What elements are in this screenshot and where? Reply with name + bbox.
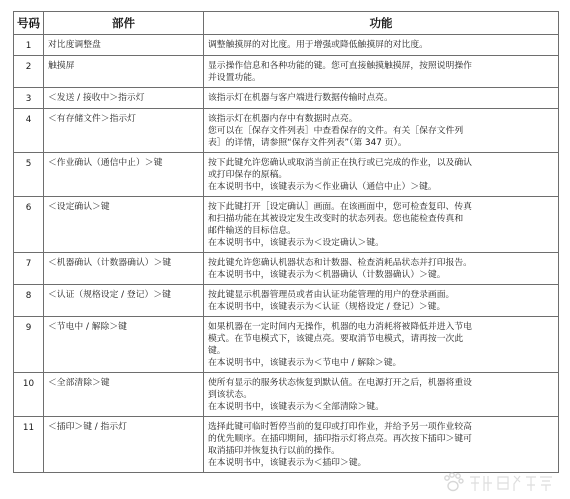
part-name: ＜发送 / 接收中＞指示灯	[44, 88, 204, 109]
part-name: 对比度调整盘	[44, 35, 204, 56]
function-line: 您可以在［保存文件列表］中查看保存的文件。有关［保存文件列	[208, 126, 464, 136]
function-line: 邮件输送的目标信息。	[208, 226, 296, 236]
part-name: ＜机器确认（计数器确认）＞键	[44, 253, 204, 285]
function-line: 显示操作信息和各种功能的键。您可直接触摸触摸屏，按照说明操作	[208, 61, 472, 71]
table-row	[14, 153, 559, 197]
table-row	[14, 35, 559, 56]
function-description	[204, 153, 559, 197]
table-row	[14, 56, 559, 88]
function-description	[204, 253, 559, 285]
function-line: 模式。在节电模式下，该键点亮。要取消节电模式，请再按一次此	[208, 334, 464, 344]
function-line: 表］的详情，请参照“保存文件列表”（第 347 页）。	[208, 138, 407, 148]
part-name: ＜插印＞键 / 指示灯	[44, 417, 204, 473]
function-line: 在本说明书中，该键表示为＜节电中 / 解除＞键。	[208, 358, 402, 368]
function-description	[204, 417, 559, 473]
part-name: ＜全部清除＞键	[44, 373, 204, 417]
part-name: ＜节电中 / 解除＞键	[44, 317, 204, 373]
table-row	[14, 197, 559, 253]
row-number: 1	[14, 35, 44, 56]
header-function: 功能	[204, 12, 559, 35]
row-number: 10	[14, 373, 44, 417]
row-number: 7	[14, 253, 44, 285]
header-part: 部件	[44, 12, 204, 35]
table-row	[14, 109, 559, 153]
function-line: 调整触摸屏的对比度。用于增强或降低触摸屏的对比度。	[208, 40, 428, 50]
row-number: 6	[14, 197, 44, 253]
function-line: 按此键允许您确认机器状态和计数器、检查消耗品状态并打印报告。	[208, 258, 472, 268]
function-line: 如果机器在一定时间内无操作，机器的电力消耗将被降低并进入节电	[208, 322, 472, 332]
function-line: 在本说明书中，该键表示为＜机器确认（计数器确认）＞键。	[208, 270, 446, 280]
function-line: 在本说明书中，该键表示为＜插印＞键。	[208, 458, 367, 468]
row-number: 2	[14, 56, 44, 88]
function-line: 按此键显示机器管理员或者由认证功能管理的用户的登录画面。	[208, 290, 455, 300]
table-row	[14, 317, 559, 373]
function-line: 该指示灯在机器与客户端进行数据传输时点亮。	[208, 93, 393, 103]
function-description	[204, 373, 559, 417]
part-name: ＜有存储文件＞指示灯	[44, 109, 204, 153]
function-line: 键。	[208, 346, 226, 356]
part-name: ＜认证（规格设定 / 登记）＞键	[44, 285, 204, 317]
function-line: 在本说明书中，该键表示为＜设定确认＞键。	[208, 238, 384, 248]
row-number: 8	[14, 285, 44, 317]
row-number: 11	[14, 417, 44, 473]
control-panel-parts-table	[13, 11, 559, 473]
function-description	[204, 56, 559, 88]
row-number: 5	[14, 153, 44, 197]
function-line: 在本说明书中，该键表示为＜作业确认（通信中止）＞键。	[208, 182, 437, 192]
row-number: 4	[14, 109, 44, 153]
function-line: 的优先顺序。在插印期间，插印指示灯将点亮。再次按下插印＞键可	[208, 434, 472, 444]
function-description	[204, 285, 559, 317]
table-header-row	[14, 12, 559, 35]
function-description	[204, 109, 559, 153]
table-row	[14, 373, 559, 417]
function-line: 或打印保存的原稿。	[208, 170, 288, 180]
function-description	[204, 88, 559, 109]
function-line: 按下此键允许您确认或取消当前正在执行或已完成的作业，以及确认	[208, 158, 472, 168]
function-line: 并设置功能。	[208, 73, 261, 83]
function-line: 该指示灯在机器内存中有数据时点亮。	[208, 114, 358, 124]
table-body	[14, 35, 559, 473]
table-row	[14, 253, 559, 285]
table-row	[14, 417, 559, 473]
function-line: 使所有显示的服务状态恢复到默认值。在电源打开之后，机器将重设	[208, 378, 472, 388]
part-name: ＜设定确认＞键	[44, 197, 204, 253]
function-line: 取消插印并恢复执行以前的操作。	[208, 446, 340, 456]
function-description	[204, 35, 559, 56]
function-line: 在本说明书中，该键表示为＜认证（规格设定 / 登记）＞键。	[208, 302, 446, 312]
baidu-jingyan-paw-icon	[440, 471, 562, 495]
function-line: 选择此键可临时暂停当前的复印或打印作业，并给予另一项作业较高	[208, 422, 472, 432]
part-name: ＜作业确认（通信中止）＞键	[44, 153, 204, 197]
function-description	[204, 317, 559, 373]
function-line: 和扫描功能在其被设定发生改变时的状态列表。您也能检查传真和	[208, 214, 464, 224]
row-number: 3	[14, 88, 44, 109]
part-name: 触摸屏	[44, 56, 204, 88]
function-description	[204, 197, 559, 253]
row-number: 9	[14, 317, 44, 373]
function-line: 在本说明书中，该键表示为＜全部清除＞键。	[208, 402, 384, 412]
table-row	[14, 88, 559, 109]
header-number: 号码	[14, 12, 44, 35]
table-row	[14, 285, 559, 317]
function-line: 到该状态。	[208, 390, 252, 400]
function-line: 按下此键打开［设定确认］画面。在该画面中，您可检查复印、传真	[208, 202, 472, 212]
